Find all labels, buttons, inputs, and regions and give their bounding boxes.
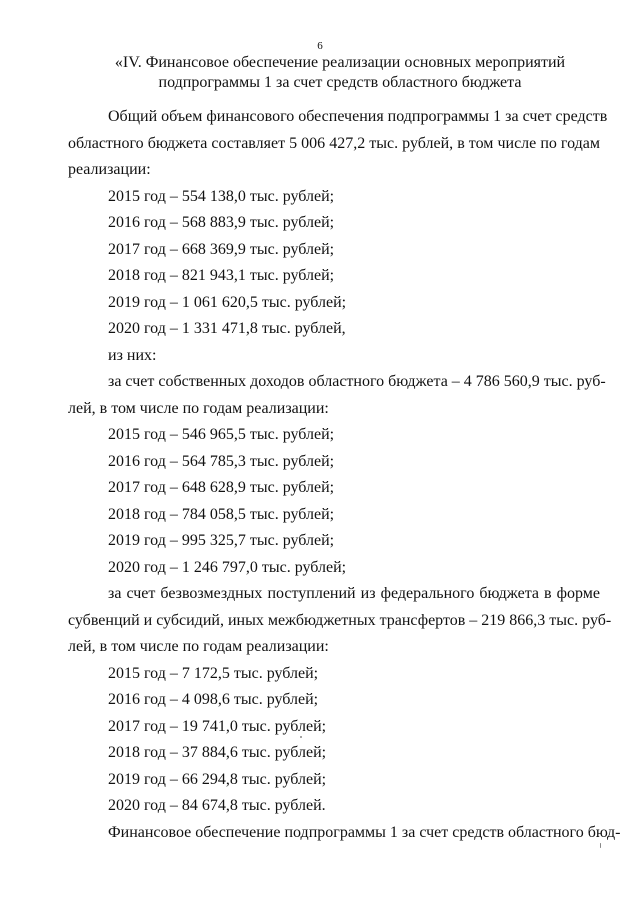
federal-year-item: 2019 год – 66 294,8 тыс. рублей; — [108, 770, 327, 788]
page-number: 6 — [317, 40, 323, 52]
own-income-paragraph — [68, 369, 606, 422]
own-income-line-1: за счет собственных доходов областного бюджета – 4 786 560,9 тыс. руб- — [108, 373, 606, 390]
federal-line-3: лей, в том числе по годам реализации: — [68, 638, 329, 655]
intro-line-2: областного бюджета составляет 5 006 427,2 тыс. рублей, в том числе по годам — [68, 134, 600, 152]
scan-speck — [600, 843, 601, 848]
own-year-item: 2018 год – 784 058,5 тыс. рублей; — [108, 505, 335, 523]
federal-year-item: 2015 год – 7 172,5 тыс. рублей; — [108, 664, 319, 682]
federal-year-item: 2018 год – 37 884,6 тыс. рублей; — [108, 744, 327, 761]
of-them-label: из них: — [108, 346, 157, 364]
intro-paragraph — [68, 104, 608, 184]
closing-line-1: Финансовое обеспечение подпрограммы 1 за счет средств областного бюд- — [108, 823, 621, 841]
scan-speck — [300, 736, 302, 738]
total-by-year-list — [68, 184, 600, 343]
own-year-item: 2015 год – 546 965,5 тыс. рублей; — [108, 426, 335, 443]
own-year-item: 2017 год – 648 628,9 тыс. рублей; — [108, 479, 335, 496]
federal-line-1: за счет безвозмездных поступлений из федерального бюджета в форме — [108, 585, 600, 602]
closing-paragraph — [68, 820, 621, 847]
total-year-item: 2018 год – 821 943,1 тыс. рублей; — [108, 267, 335, 284]
own-year-item: 2020 год – 1 246 797,0 тыс. рублей; — [108, 558, 347, 576]
own-income-line-2: лей, в том числе по годам реализации: — [68, 399, 329, 417]
total-year-item: 2016 год – 568 883,9 тыс. рублей; — [108, 214, 335, 231]
federal-year-item: 2020 год – 84 674,8 тыс. рублей. — [108, 797, 326, 814]
federal-paragraph — [68, 581, 612, 661]
federal-line-2: субвенций и субсидий, иных межбюджетных трансфертов – 219 866,3 тыс. руб- — [68, 611, 612, 629]
federal-year-item: 2016 год – 4 098,6 тыс. рублей; — [108, 691, 319, 708]
section-heading-line-2: подпрограммы 1 за счет средств областного бюджета — [158, 74, 522, 91]
federal-by-year-list — [68, 661, 600, 820]
document-body — [68, 104, 621, 846]
total-year-item: 2017 год – 668 369,9 тыс. рублей; — [108, 240, 335, 258]
own-by-year-list — [68, 422, 600, 581]
section-heading-line-1: «IV. Финансовое обеспечение реализации основных мероприятий — [114, 54, 566, 71]
own-year-item: 2019 год – 995 325,7 тыс. рублей; — [108, 532, 335, 549]
own-year-item: 2016 год – 564 785,3 тыс. рублей; — [108, 452, 335, 470]
section-heading — [100, 53, 580, 93]
total-year-item: 2020 год – 1 331 471,8 тыс. рублей, — [108, 320, 346, 337]
total-year-item: 2019 год – 1 061 620,5 тыс. рублей; — [108, 293, 347, 311]
total-year-item: 2015 год – 554 138,0 тыс. рублей; — [108, 187, 335, 205]
intro-line-1: Общий объем финансового обеспечения подпрограммы 1 за счет средств — [108, 108, 608, 125]
federal-year-item: 2017 год – 19 741,0 тыс. рублей; — [108, 717, 327, 735]
intro-line-3: реализации: — [68, 161, 151, 178]
